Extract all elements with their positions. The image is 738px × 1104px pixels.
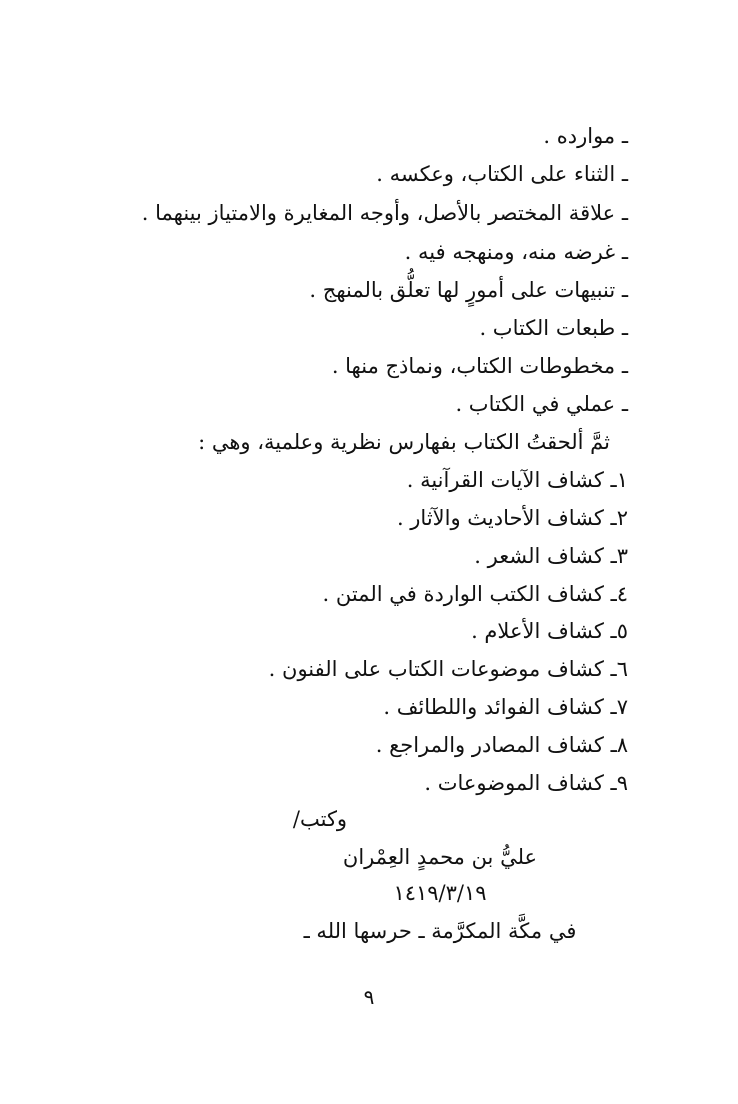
index-item-topics-arts: ٦ـ كشاف موضوعات الكتاب على الفنون . bbox=[268, 657, 628, 681]
index-item-people: ٥ـ كشاف الأعلام . bbox=[471, 619, 628, 643]
bullet-item-manuscripts: ـ مخطوطات الكتاب، ونماذج منها . bbox=[331, 354, 628, 378]
bullet-item-notes: ـ تنبيهات على أمورٍ لها تعلُّق بالمنهج . bbox=[309, 278, 628, 302]
signature-author: عليُّ بن محمدٍ العِمْران bbox=[342, 845, 538, 869]
bullet-item-relation: ـ علاقة المختصر بالأصل، وأوجه المغايرة والامتياز بينهما . bbox=[141, 201, 628, 225]
index-item-books: ٤ـ كشاف الكتب الواردة في المتن . bbox=[322, 582, 628, 606]
signature-date: ١٤١٩/٣/١٩ bbox=[393, 881, 487, 905]
bullet-item-praise: ـ الثناء على الكتاب، وعكسه . bbox=[376, 162, 628, 186]
index-item-verses: ١ـ كشاف الآيات القرآنية . bbox=[406, 468, 628, 492]
index-item-hadiths: ٢ـ كشاف الأحاديث والآثار . bbox=[396, 506, 628, 530]
bullet-item-editions: ـ طبعات الكتاب . bbox=[479, 316, 628, 340]
index-item-poetry: ٣ـ كشاف الشعر . bbox=[474, 544, 628, 568]
bullet-item-purpose: ـ غرضه منه، ومنهجه فيه . bbox=[404, 240, 628, 264]
index-item-references: ٨ـ كشاف المصادر والمراجع . bbox=[375, 733, 628, 757]
index-item-topics: ٩ـ كشاف الموضوعات . bbox=[424, 771, 628, 795]
bullet-item-sources: ـ موارده . bbox=[543, 124, 628, 148]
bullet-item-my-work: ـ عملي في الكتاب . bbox=[455, 392, 628, 416]
indexes-intro: ثمَّ ألحقتُ الكتاب بفهارس نظرية وعلمية، وهي : bbox=[198, 430, 610, 454]
signature-written-by: وكتب/ bbox=[292, 807, 348, 831]
index-item-benefits: ٧ـ كشاف الفوائد واللطائف . bbox=[383, 695, 628, 719]
page-number: ٩ bbox=[363, 985, 375, 1009]
signature-place: في مكَّة المكرَّمة ـ حرسها الله ـ bbox=[303, 919, 577, 943]
